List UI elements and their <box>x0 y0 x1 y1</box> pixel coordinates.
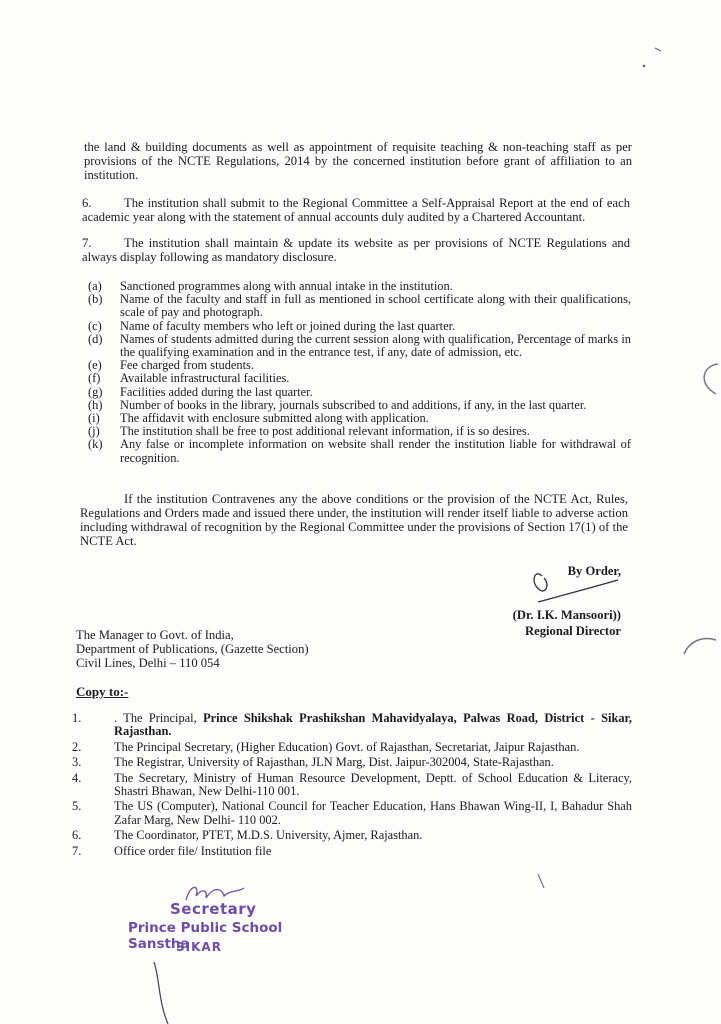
list-item-text <box>114 712 632 739</box>
list-item-number: 4. <box>72 770 82 785</box>
list-item-text: Facilities added during the last quarter. <box>120 384 313 399</box>
scan-line <box>148 960 178 1024</box>
scan-speck <box>530 868 560 898</box>
intro-paragraph: the land & building documents as well as appointment of requisite teaching & non-teaching staff as per provisions of the NCTE Regulations, 2014 by the concerned institution before grant of affiliation to an institution. <box>84 140 632 182</box>
list-item-text: The US (Computer), National Council for Teacher Education, Hans Bhawan Wing-II, I, Bahadur Shah Zafar Marg, New Delhi- 110 002. <box>114 799 632 827</box>
list-item-text: The Coordinator, PTET, M.D.S. University, Ajmer, Rajasthan. <box>114 828 423 843</box>
clause-6 <box>82 196 630 224</box>
list-item-label: (e) <box>88 358 102 373</box>
by-order-label: By Order, <box>567 564 621 578</box>
clause-6-text: The institution shall submit to the Regional Committee a Self-Appraisal Report at the end of each academic year along with the statement of annual accounts duly audited by a Chartered Accountant. <box>82 196 630 224</box>
punch-hole-mark <box>690 360 721 400</box>
list-item <box>88 320 631 333</box>
list-item-text: Names of students admitted during the current session along with qualification, Percentage of marks in the qualifying examination and in the entrance test, if any, date of admission, etc. <box>120 331 631 360</box>
clause-7-text: The institution shall maintain & update its website as per provisions of NCTE Regulations and always display following as mandatory disclosure. <box>82 236 630 264</box>
list-item <box>72 712 632 739</box>
address-line: The Manager to Govt. of India, <box>76 628 234 642</box>
signatory-designation: Regional Director <box>525 624 621 638</box>
list-item-number: 1. <box>72 711 82 725</box>
list-item-text: Number of books in the library, journals subscribed to and additions, if any, in the last quarter. <box>120 397 587 412</box>
copy-to-heading: Copy to:- <box>76 684 129 699</box>
list-item-text: The Registrar, University of Rajasthan, JLN Marg, Dist. Jaipur-302004, State-Rajasthan. <box>114 755 554 770</box>
stamp-organization: Prince Public School Sanstha <box>128 920 283 952</box>
list-item-text: Any false or incomplete information on website shall render the institution liable for withdrawal of recognition. <box>120 437 631 465</box>
stamp-city: SIKAR <box>176 940 222 954</box>
list-item-text: Name of faculty members who left or joined during the last quarter. <box>120 318 456 333</box>
contravention-paragraph: If the institution Contravenes any the above conditions or the provision of the NCTE Act, Rules, Regulations and Orders made and issued there under, the institution will render itself liable to adverse action including withdrawal of recognition by the Regional Committee under the provisions of Section 17(1) of the NCTE Act. <box>80 492 628 548</box>
list-item-label: (i) <box>88 411 100 426</box>
list-item <box>72 829 632 842</box>
list-item <box>88 333 631 359</box>
list-item-label: (k) <box>88 437 103 452</box>
address-line: Department of Publications, (Gazette Section) <box>76 642 309 656</box>
signature-image <box>520 562 620 606</box>
list-item-label: (d) <box>88 331 103 346</box>
list-item <box>72 845 632 858</box>
list-item-number: 5. <box>72 799 82 814</box>
recipient-address <box>76 628 309 670</box>
stamp-title: Secretary <box>170 900 257 918</box>
list-item-label: (a) <box>88 279 102 293</box>
disclosure-list <box>88 280 631 465</box>
list-item-text: Office order file/ Institution file <box>114 843 272 858</box>
list-item <box>88 438 631 464</box>
list-item-label: (j) <box>88 424 100 439</box>
list-item-text: Sanctioned programmes along with annual intake in the institution. <box>120 279 453 293</box>
punch-hole-mark <box>676 630 721 670</box>
list-item <box>88 386 631 399</box>
list-item-text: Name of the faculty and staff in full as mentioned in school certificate along with their qualifications, scale of pay and photograph. <box>120 292 631 320</box>
list-item-number: 3. <box>72 755 82 770</box>
institution-name: Prince Shikshak Prashikshan Mahavidyalaya, Palwas Road, District - Sikar, Rajasthan. <box>114 711 632 739</box>
list-item-text: The Principal Secretary, (Higher Education) Govt. of Rajasthan, Secretariat, Jaipur Rajasthan. <box>114 739 580 754</box>
list-item-text: The affidavit with enclosure submitted along with application. <box>120 411 429 426</box>
clause-6-number: 6. <box>82 196 92 210</box>
list-item-text: Fee charged from students. <box>120 358 254 373</box>
list-item <box>88 293 631 319</box>
scan-speck <box>640 40 680 70</box>
list-item-label: (g) <box>88 384 103 399</box>
list-item <box>72 741 632 754</box>
list-item-prefix: . The Principal, <box>114 711 204 725</box>
list-item-label: (f) <box>88 371 101 386</box>
signatory-name: (Dr. I.K. Mansoori)) <box>512 608 621 622</box>
secretary-stamp <box>118 880 338 960</box>
clause-7 <box>82 236 630 264</box>
clause-7-number: 7. <box>82 236 92 250</box>
list-item-number: 6. <box>72 828 82 843</box>
list-item <box>72 756 632 769</box>
address-line: Civil Lines, Delhi – 110 054 <box>76 656 220 670</box>
list-item-number: 7. <box>72 843 82 858</box>
list-item-text: Available infrastructural facilities. <box>120 371 290 386</box>
list-item-text: The Secretary, Ministry of Human Resource Development, Deptt. of School Education & Literacy, Shastri Bhawan, New Delhi-110 001. <box>114 770 632 799</box>
list-item-number: 2. <box>72 739 82 754</box>
list-item-label: (h) <box>88 397 103 412</box>
list-item-label: (b) <box>88 292 103 307</box>
list-item-text: The institution shall be free to post additional relevant information, if is so desires. <box>120 424 530 439</box>
list-item <box>72 800 632 827</box>
list-item <box>88 372 631 385</box>
copy-to-list <box>72 712 632 860</box>
list-item-label: (c) <box>88 318 102 333</box>
list-item <box>72 772 632 799</box>
